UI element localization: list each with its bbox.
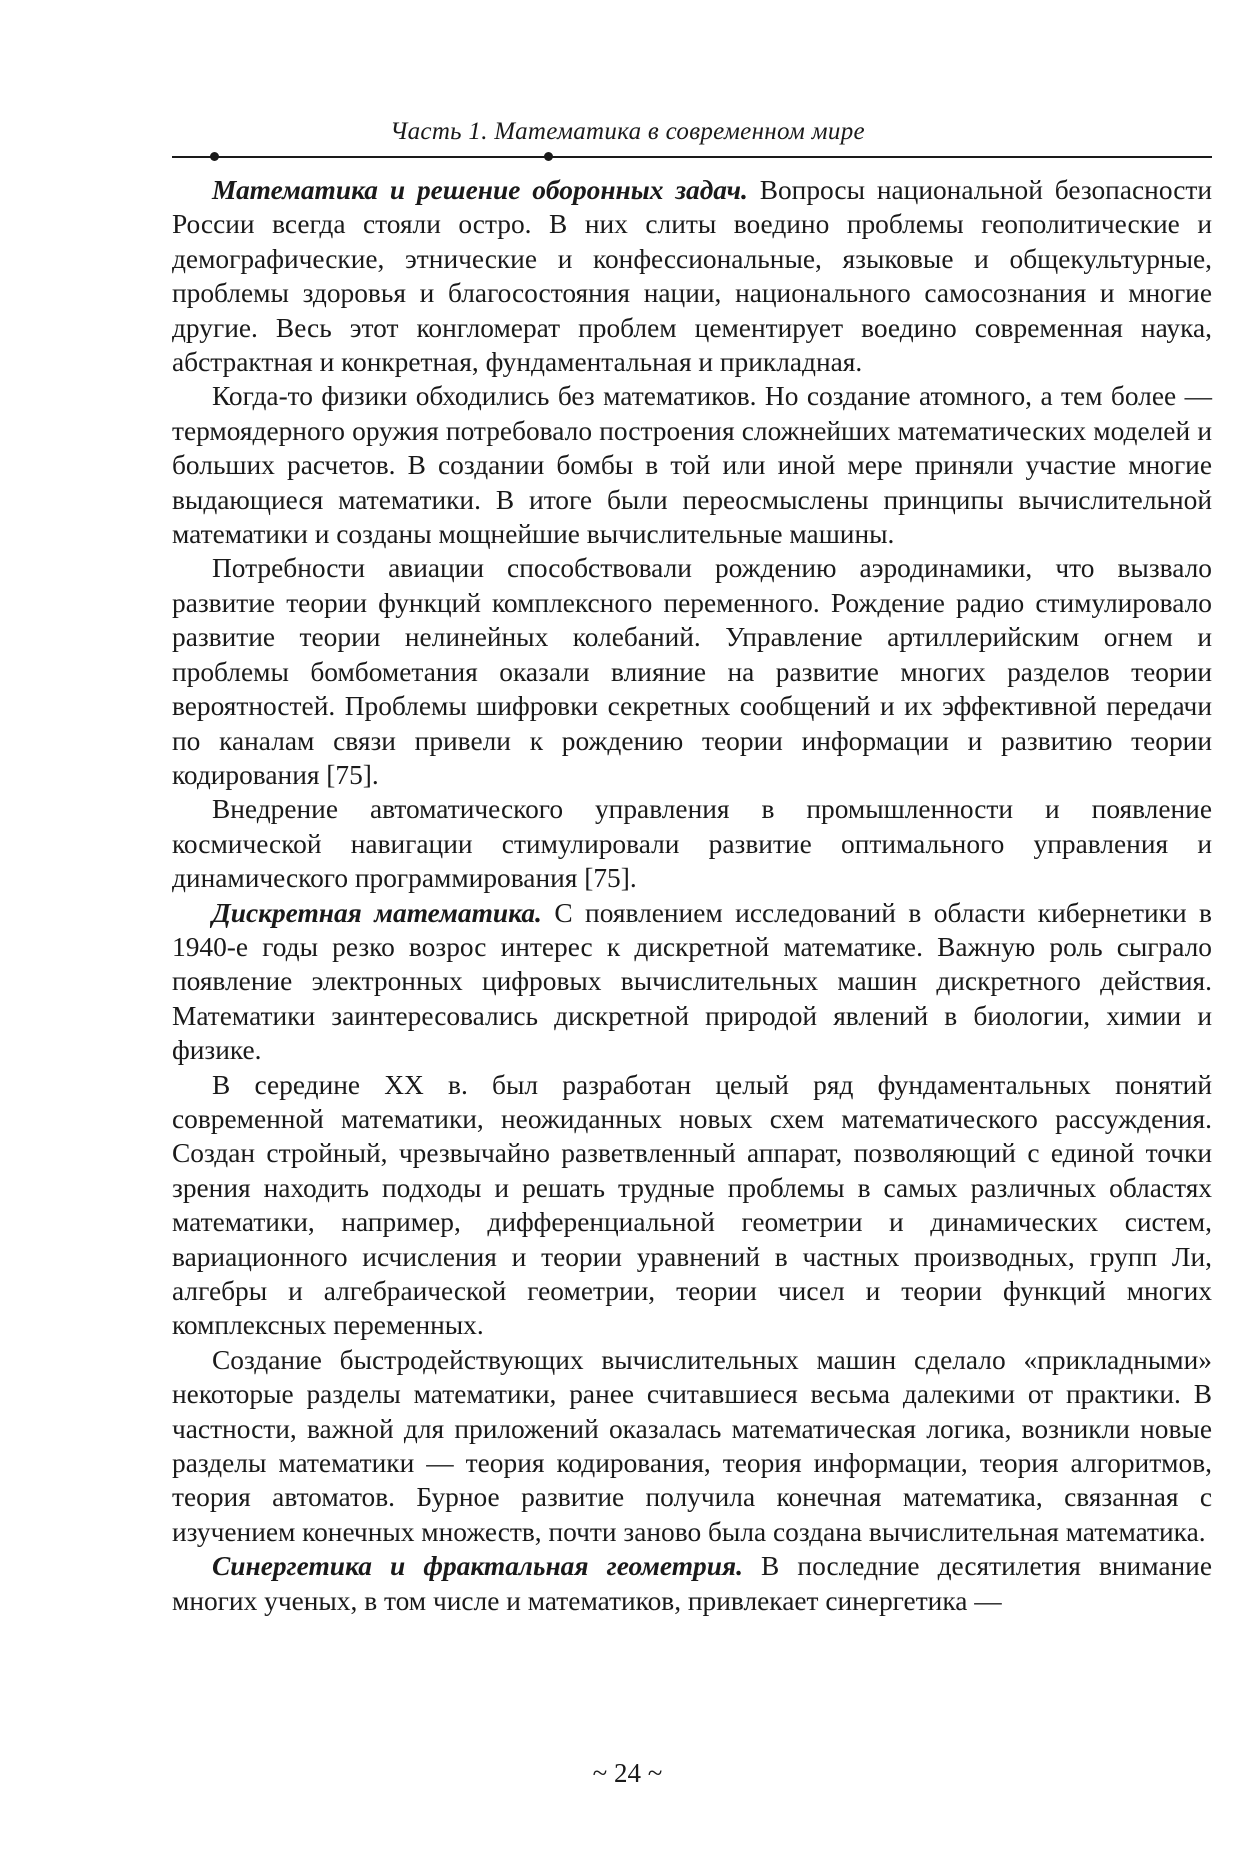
paragraph xyxy=(172,551,1212,792)
paragraph xyxy=(172,1068,1212,1343)
paragraph-text: Создание быстродействующих вычислительных машин сделало «прикладными» некоторые разделы математики, ранее считавшиеся весьма далекими от практики. В частности, важной для приложений оказалась математическая логика, возникли новые разделы математики — теория кодирования, теория информации, теория алгоритмов, теория автоматов. Бурное развитие получила конечная математика, связанная с изучением конечных множеств, почти заново была создана вычислительная математика. xyxy=(172,1344,1212,1547)
paragraph xyxy=(172,1343,1212,1549)
paragraph-text: В середине XX в. был разработан целый ряд фундаментальных понятий современной математики, неожиданных новых схем математического рассуждения. Создан стройный, чрезвычайно разветвленный аппарат, позволяющий с единой точки зрения находить подходы и решать трудные проблемы в самых различных областях математики, например, дифференциальной геометрии и динамических систем, вариационного исчисления и теории уравнений в частных производных, групп Ли, алгебры и алгебраической геометрии, теории чисел и теории функций многих комплексных переменных. xyxy=(172,1069,1212,1341)
paragraph-text: Когда-то физики обходились без математиков. Но создание атомного, а тем более — термоядерного оружия потребовало построения сложнейших математических моделей и больших расчетов. В создании бомбы в той или иной мере приняли участие многие выдающиеся математики. В итоге были переосмыслены принципы вычислительной математики и созданы мощнейшие вычислительные машины. xyxy=(172,381,1212,550)
header-rule-dot xyxy=(544,152,553,161)
section-lead: Математика и решение оборонных задач. xyxy=(212,175,748,205)
paragraph xyxy=(172,379,1212,551)
page-body xyxy=(172,173,1212,1618)
paragraph-text: Потребности авиации способствовали рождению аэродинамики, что вызвало развитие теории функций комплексного переменного. Рождение радио стимулировало развитие теории нелинейных колебаний. Управление артиллерийским огнем и проблемы бомбометания оказали влияние на развитие многих разделов теории вероятностей. Проблемы шифровки секретных сообщений и их эффективной передачи по каналам связи привели к рождению теории информации и развитию теории кодирования [75]. xyxy=(172,553,1212,790)
paragraph-text: С появлением исследований в области кибернетики в 1940-е годы резко возрос интерес к дискретной математике. Важную роль сыграло появление электронных цифровых вычислительных машин дискретного действия. Математики заинтересовались дискретной природой явлений в биологии, химии и физике. xyxy=(172,897,1212,1066)
paragraph-text: Вопросы национальной безопасности России всегда стояли остро. В них слиты воедино проблемы геополитические и демографические, этнические и конфессиональные, языковые и общекультурные, проблемы здоровья и благосостояния нации, национального самосознания и многие другие. Весь этот конгломерат проблем цементирует воедино современная наука, абстрактная и конкретная, фундаментальная и прикладная. xyxy=(172,175,1212,378)
paragraph-text: Внедрение автоматического управления в промышленности и появление космической навигации стимулировали развитие оптимального управления и динамического программирования [75]. xyxy=(172,794,1212,894)
section-lead: Синергетика и фрактальная геометрия. xyxy=(212,1551,743,1582)
running-header: Часть 1. Математика в современном мире xyxy=(390,118,865,145)
paragraph xyxy=(172,896,1212,1068)
paragraph xyxy=(172,1549,1212,1618)
section-lead: Дискретная математика. xyxy=(212,897,542,928)
paragraph-text: В последние десятилетия внимание многих ученых, в том числе и математиков, привлекает синергетика — xyxy=(172,1551,1212,1616)
page-number: ~ 24 ~ xyxy=(592,1758,663,1788)
header-rule-dot xyxy=(210,152,219,161)
paragraph xyxy=(172,792,1212,895)
header-rule xyxy=(172,156,1212,158)
paragraph xyxy=(172,173,1212,379)
